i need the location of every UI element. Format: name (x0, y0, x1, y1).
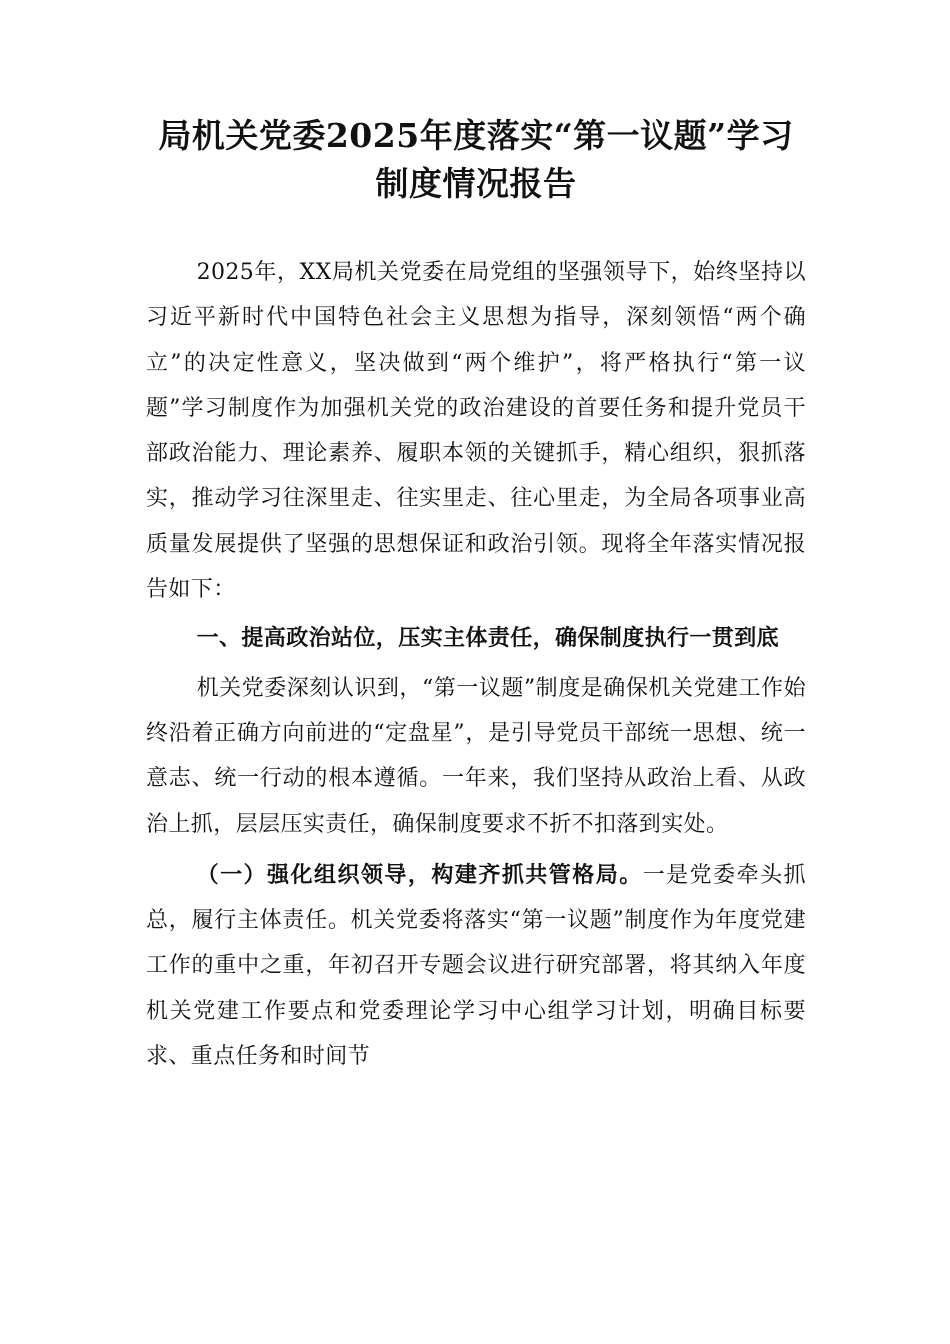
subsection-1-body: 一是党委牵头抓总，履行主体责任。机关党委将落实“第一议题”制度作为年度党建工作的重中之重，年初召开专题会议进行研究部署，将其纳入年度机关党建工作要点和党委理论学习中心组学习计划，明确目标要求、重点任务和时间节 (146, 862, 806, 1070)
section-heading-1: 一、提高政治站位，压实主体责任，确保制度执行一贯到底 (196, 626, 779, 652)
section-1-paragraph: 机关党委深刻认识到，“第一议题”制度是确保机关党建工作始终沿着正确方向前进的“定盘星”，是引导党员干部统一思想、统一意志、统一行动的根本遵循。一年来，我们坚持从政治上看、从政治上抓，层层压实责任，确保制度要求不折不扣落到实处。 (146, 675, 806, 837)
intro-paragraph: 2025年，XX局机关党委在局党组的坚强领导下，始终坚持以习近平新时代中国特色社会主义思想为指导，深刻领悟“两个确立”的决定性意义，坚决做到“两个维护”，将严格执行“第一议题”学习制度作为加强机关党的政治建设的首要任务和提升党员干部政治能力、理论素养、履职本领的关键抓手，精心组织，狠抓落实，推动学习往深里走、往实里走、往心里走，为全局各项事业高质量发展提供了坚强的思想保证和政治引领。现将全年落实情况报告如下： (146, 260, 806, 603)
document-body (146, 250, 806, 1079)
subsection-1-paragraph (146, 853, 806, 1079)
document-title: 局机关党委2025年度落实“第一议题”学习制度情况报告 (158, 116, 794, 203)
subsection-1-lead: （一）强化组织领导，构建齐抓共管格局。 (196, 861, 643, 888)
